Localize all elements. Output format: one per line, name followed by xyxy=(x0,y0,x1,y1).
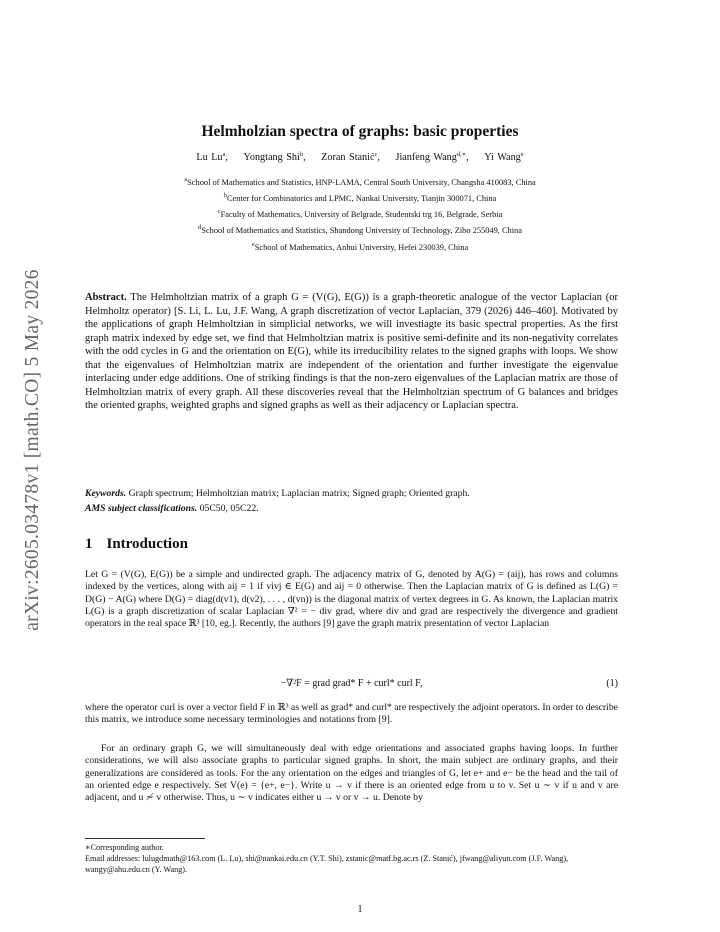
footnote-corresponding: ∗Corresponding author. xyxy=(85,843,164,852)
equation-expression: −∇²F = grad grad* F + curl* curl F, xyxy=(280,678,423,689)
arxiv-identifier: arXiv:2605.03478v1 [math.CO] 5 May 2026 xyxy=(22,269,43,631)
footnote-rule xyxy=(85,838,205,839)
affiliation: $^e$School of Mathematics, Anhui University, Hefei 230039, China xyxy=(251,241,469,252)
intro-paragraph-2: where the operator curl is over a vector field F in ℝ³ as well as grad* and curl* are respectively the adjoint operators. In order to describe this matrix, we introduce some necessary terminologies and notations from [9]. xyxy=(85,702,618,726)
author: Yi Wang$^e$ xyxy=(484,151,524,163)
page-number: 1 xyxy=(357,904,363,915)
paper-title: Helmholzian spectra of graphs: basic properties xyxy=(201,123,519,140)
section-heading: 1 Introduction xyxy=(85,536,188,552)
author: Zoran Stanić$^c$, xyxy=(321,151,380,163)
affiliation: $^a$School of Mathematics and Statistics, HNP-LAMA, Central South University, Changsha 410083, China xyxy=(184,176,536,187)
abstract-text: The Helmholtzian matrix of a graph G = (V(G), E(G)) is a graph-theoretic analogue of the vector Laplacian (or Helmholtz operator) [S. Li, L. Lu, J.F. Wang, A graph discretization of vector Laplacian, 379 (2026) 446–460]. Motivated by the applications of graph Helmholtzian in simplicial networks, we will investiagte its basic spectral properties. As the first graph matrix indexed by edge set, we find that Helmholtzian matrix is positive semi-definite and its non-negativity correlates with the odd cycles in G and the orientation on E(G), while its irreducibility relates to the signed graphs with loops. We show that the eigenvalues of Helmholtzian matrix are independent of the orientation and further investigate the eigenvalue interlacing under edge additions. One of striking findings is that the non-zero eigenvalues of the Laplacian matrix are those of Helmholtzian matrix of every graph. All these discoveries reveal that the Helmholtzian spectrum of G balances and bridges the oriented graphs, weighted graphs and signed graphs as well as their adjacency or Laplacian spectra. xyxy=(85,292,618,412)
abstract-label: Abstract. xyxy=(85,292,127,303)
affiliation: $^d$School of Mathematics and Statistics, Shandong University of Technology, Zibo 255049, China xyxy=(198,224,522,235)
author: Jianfeng Wang$^{d,∗}$, xyxy=(395,151,469,163)
keywords: Keywords. Graph spectrum; Helmholtzian matrix; Laplacian matrix; Signed graph; Oriented graph. xyxy=(85,488,470,499)
affiliation: $^b$Center for Combinatorics and LPMC, Nankai University, Tianjin 300071, China xyxy=(223,192,497,203)
intro-paragraph-3: For an ordinary graph G, we will simultaneously deal with edge orientations and associated graphs having loops. In further considerations, we will also associate graphs to particular signed graphs. In short, the main subject are ordinary graphs, and their generalizations are considered as tools. For the any orientation on the edges and triangles of G, let e+ and e− be the head and the tail of an oriented edge e respectively. Set V(e) = {e+, e−}. Write u → v if there is an oriented edge from u to v. Set u ∼ v if u and v are adjacent, and u ≁ v otherwise. Thus, u ∼ v indicates either u → v or v → u. Denote by xyxy=(85,743,618,803)
abstract xyxy=(85,291,618,413)
equation-number: (1) xyxy=(606,678,618,689)
affiliation: $^c$Faculty of Mathematics, University of Belgrade, Studentski trg 16, Belgrade, Serbia xyxy=(217,208,503,219)
intro-paragraph-1: Let G = (V(G), E(G)) be a simple and undirected graph. The adjacency matrix of G, denoted by A(G) = (aij), has rows and columns indexed by the vertices, along with aij = 1 if vivj ∈ E(G) and aij = 0 otherwise. Then the Laplacian matrix of G is defined as L(G) = D(G) − A(G) where D(G) = diag(d(v1), d(v2), . . . , d(vn)) is the diagonal matrix of vertex degrees in G. As known, the Laplacian matrix L(G) is a graph discretization of scalar Laplacian ∇² = − div grad, where div and grad are respectively the divergence and gradient operators in the real space ℝ³ [10, eg.]. Recently, the authors [9] gave the graph matrix presentation of vector Laplacian xyxy=(85,569,618,629)
footnote-emails: Email addresses: lulugdmath@163.com (L. Lu), shi@nankai.edu.cn (Y.T. Shi), zstanic@matf.bg.ac.rs (Z. Stanić), jfwang@aliyun.com (J.F. Wang), wangy@ahu.edu.cn (Y. Wang). xyxy=(85,854,569,874)
author-list xyxy=(0,152,720,163)
author: Lu Lu$^a$, xyxy=(196,151,228,163)
author: Yongtang Shi$^b$, xyxy=(243,151,306,163)
ams-classifications: AMS subject classifications. 05C50, 05C22. xyxy=(85,503,259,514)
arxiv-sidebar-stamp xyxy=(18,245,48,655)
